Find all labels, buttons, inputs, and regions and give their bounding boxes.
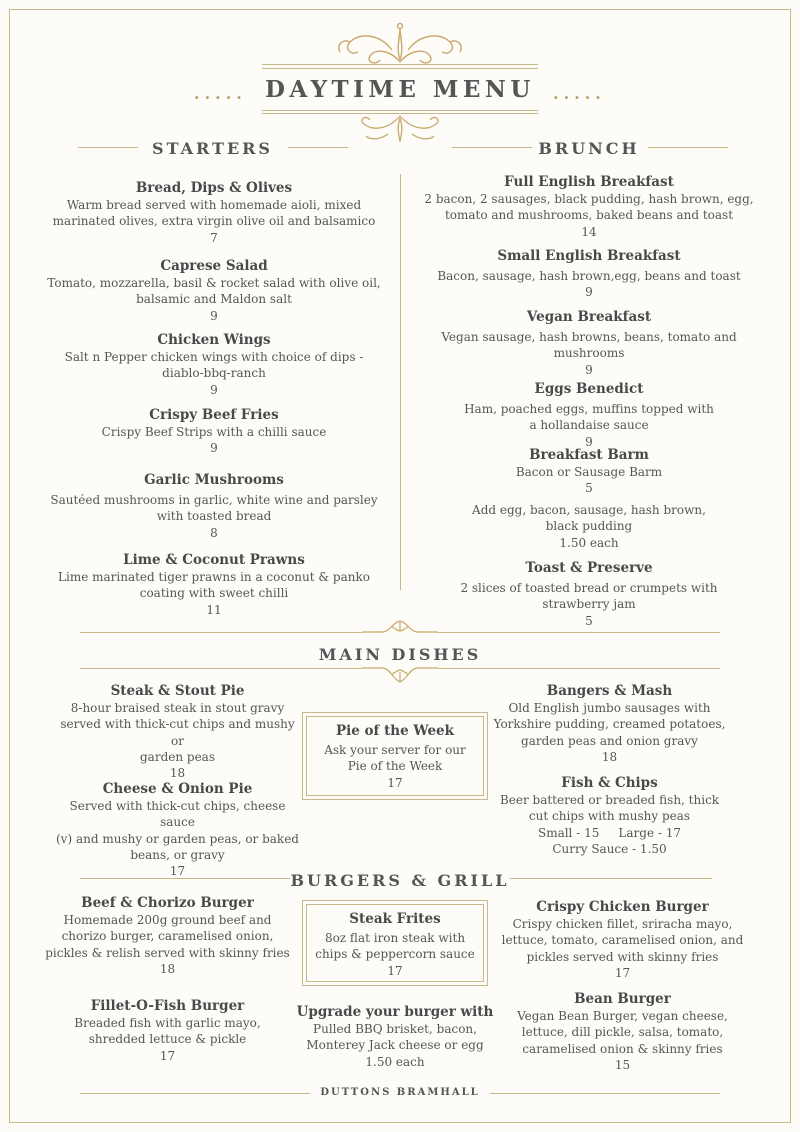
title-dots-left: ..... — [194, 84, 247, 103]
burger-item: Fillet-O-Fish Burger Breaded fish with garlic mayo, shredded lettuce & pickle 17 — [74, 998, 261, 1063]
brunch-heading: BRUNCH — [538, 139, 640, 158]
starter-item: Chicken Wings Salt n Pepper chicken wings with choice of dips - diablo-bbq-ranch 9 — [64, 332, 364, 397]
starter-item: Crispy Beef Fries Crispy Beef Strips with a chilli sauce 9 — [101, 407, 327, 456]
starter-item: Caprese Salad Tomato, mozzarella, basil & rocket salad with olive oil, balsamic and Maldon salt 9 — [47, 258, 381, 323]
brunch-item: Eggs Benedict Ham, poached eggs, muffins topped with a hollandaise sauce 9 — [464, 381, 714, 449]
starters-heading: STARTERS — [152, 139, 273, 158]
flourish-top-icon — [330, 20, 470, 68]
main-dishes-heading: MAIN DISHES — [318, 645, 482, 664]
brunch-item: Breakfast Barm Bacon or Sausage Barm 5 — [515, 447, 663, 496]
footer-brand: DUTTONS BRAMHALL — [320, 1087, 480, 1098]
burger-upgrade: Upgrade your burger with Pulled BBQ brisket, bacon, Monterey Jack cheese or egg 1.50 each — [296, 1004, 494, 1069]
brunch-item: Small English Breakfast Bacon, sausage, hash brown,egg, beans and toast 9 — [437, 248, 741, 300]
flourish-divider-icon — [362, 617, 438, 637]
starter-item: Garlic Mushrooms Sautéed mushrooms in garlic, white wine and parsley with toasted bread 8 — [50, 472, 378, 540]
brunch-item: Vegan Breakfast Vegan sausage, hash browns, beans, tomato and mushrooms 9 — [441, 309, 737, 377]
title-dots-right: ..... — [553, 84, 606, 103]
brunch-addon: Add egg, bacon, sausage, hash brown, black pudding 1.50 each — [472, 503, 706, 550]
main-dish-item: Fish & Chips Beer battered or breaded fish, thick cut chips with mushy peas Small - 15 Large - 17 Curry Sauce - 1.50 — [499, 775, 720, 856]
pie-of-week-item: Pie of the Week Ask your server for our Pie of the Week 17 — [324, 723, 466, 790]
burger-item: Crispy Chicken Burger Crispy chicken fillet, sriracha mayo, lettuce, tomato, caramelised onion, and pickles served with skinny fries 17 — [501, 899, 744, 980]
brunch-item: Full English Breakfast 2 bacon, 2 sausages, black pudding, hash brown, egg, tomato and mushrooms, baked beans and toast 14 — [424, 174, 754, 239]
starter-item: Bread, Dips & Olives Warm bread served with homemade aioli, mixed marinated olives, extra virgin olive oil and balsamico 7 — [52, 180, 376, 245]
flourish-under-title-icon — [340, 112, 460, 146]
starter-item: Lime & Coconut Prawns Lime marinated tiger prawns in a coconut & panko coating with sweet chilli 11 — [58, 552, 370, 617]
burgers-heading: BURGERS & GRILL — [290, 871, 510, 890]
main-dish-item: Cheese & Onion Pie Served with thick-cut chips, cheese sauce (v) and mushy or garden peas, or baked beans, or gravy 17 — [56, 781, 299, 879]
brunch-item: Toast & Preserve 2 slices of toasted bread or crumpets with strawberry jam 5 — [460, 560, 718, 628]
steak-frites-item: Steak Frites 8oz flat iron steak with chips & peppercorn sauce 17 — [315, 911, 475, 978]
burger-item: Bean Burger Vegan Bean Burger, vegan cheese, lettuce, dill pickle, salsa, tomato, caramelised onion & skinny fries 15 — [517, 991, 728, 1072]
column-divider — [400, 174, 401, 590]
flourish-divider-icon — [362, 666, 438, 688]
main-dish-item: Steak & Stout Pie 8-hour braised steak in stout gravy served with thick-cut chips and mushy or garden peas 18 — [60, 683, 295, 781]
burger-item: Beef & Chorizo Burger Homemade 200g ground beef and chorizo burger, caramelised onion, pickles & relish served with skinny fries 18 — [45, 895, 290, 976]
main-dish-item: Bangers & Mash Old English jumbo sausages with Yorkshire pudding, creamed potatoes, garden peas and onion gravy 18 — [493, 683, 726, 764]
page-title: DAYTIME MENU — [264, 76, 535, 103]
